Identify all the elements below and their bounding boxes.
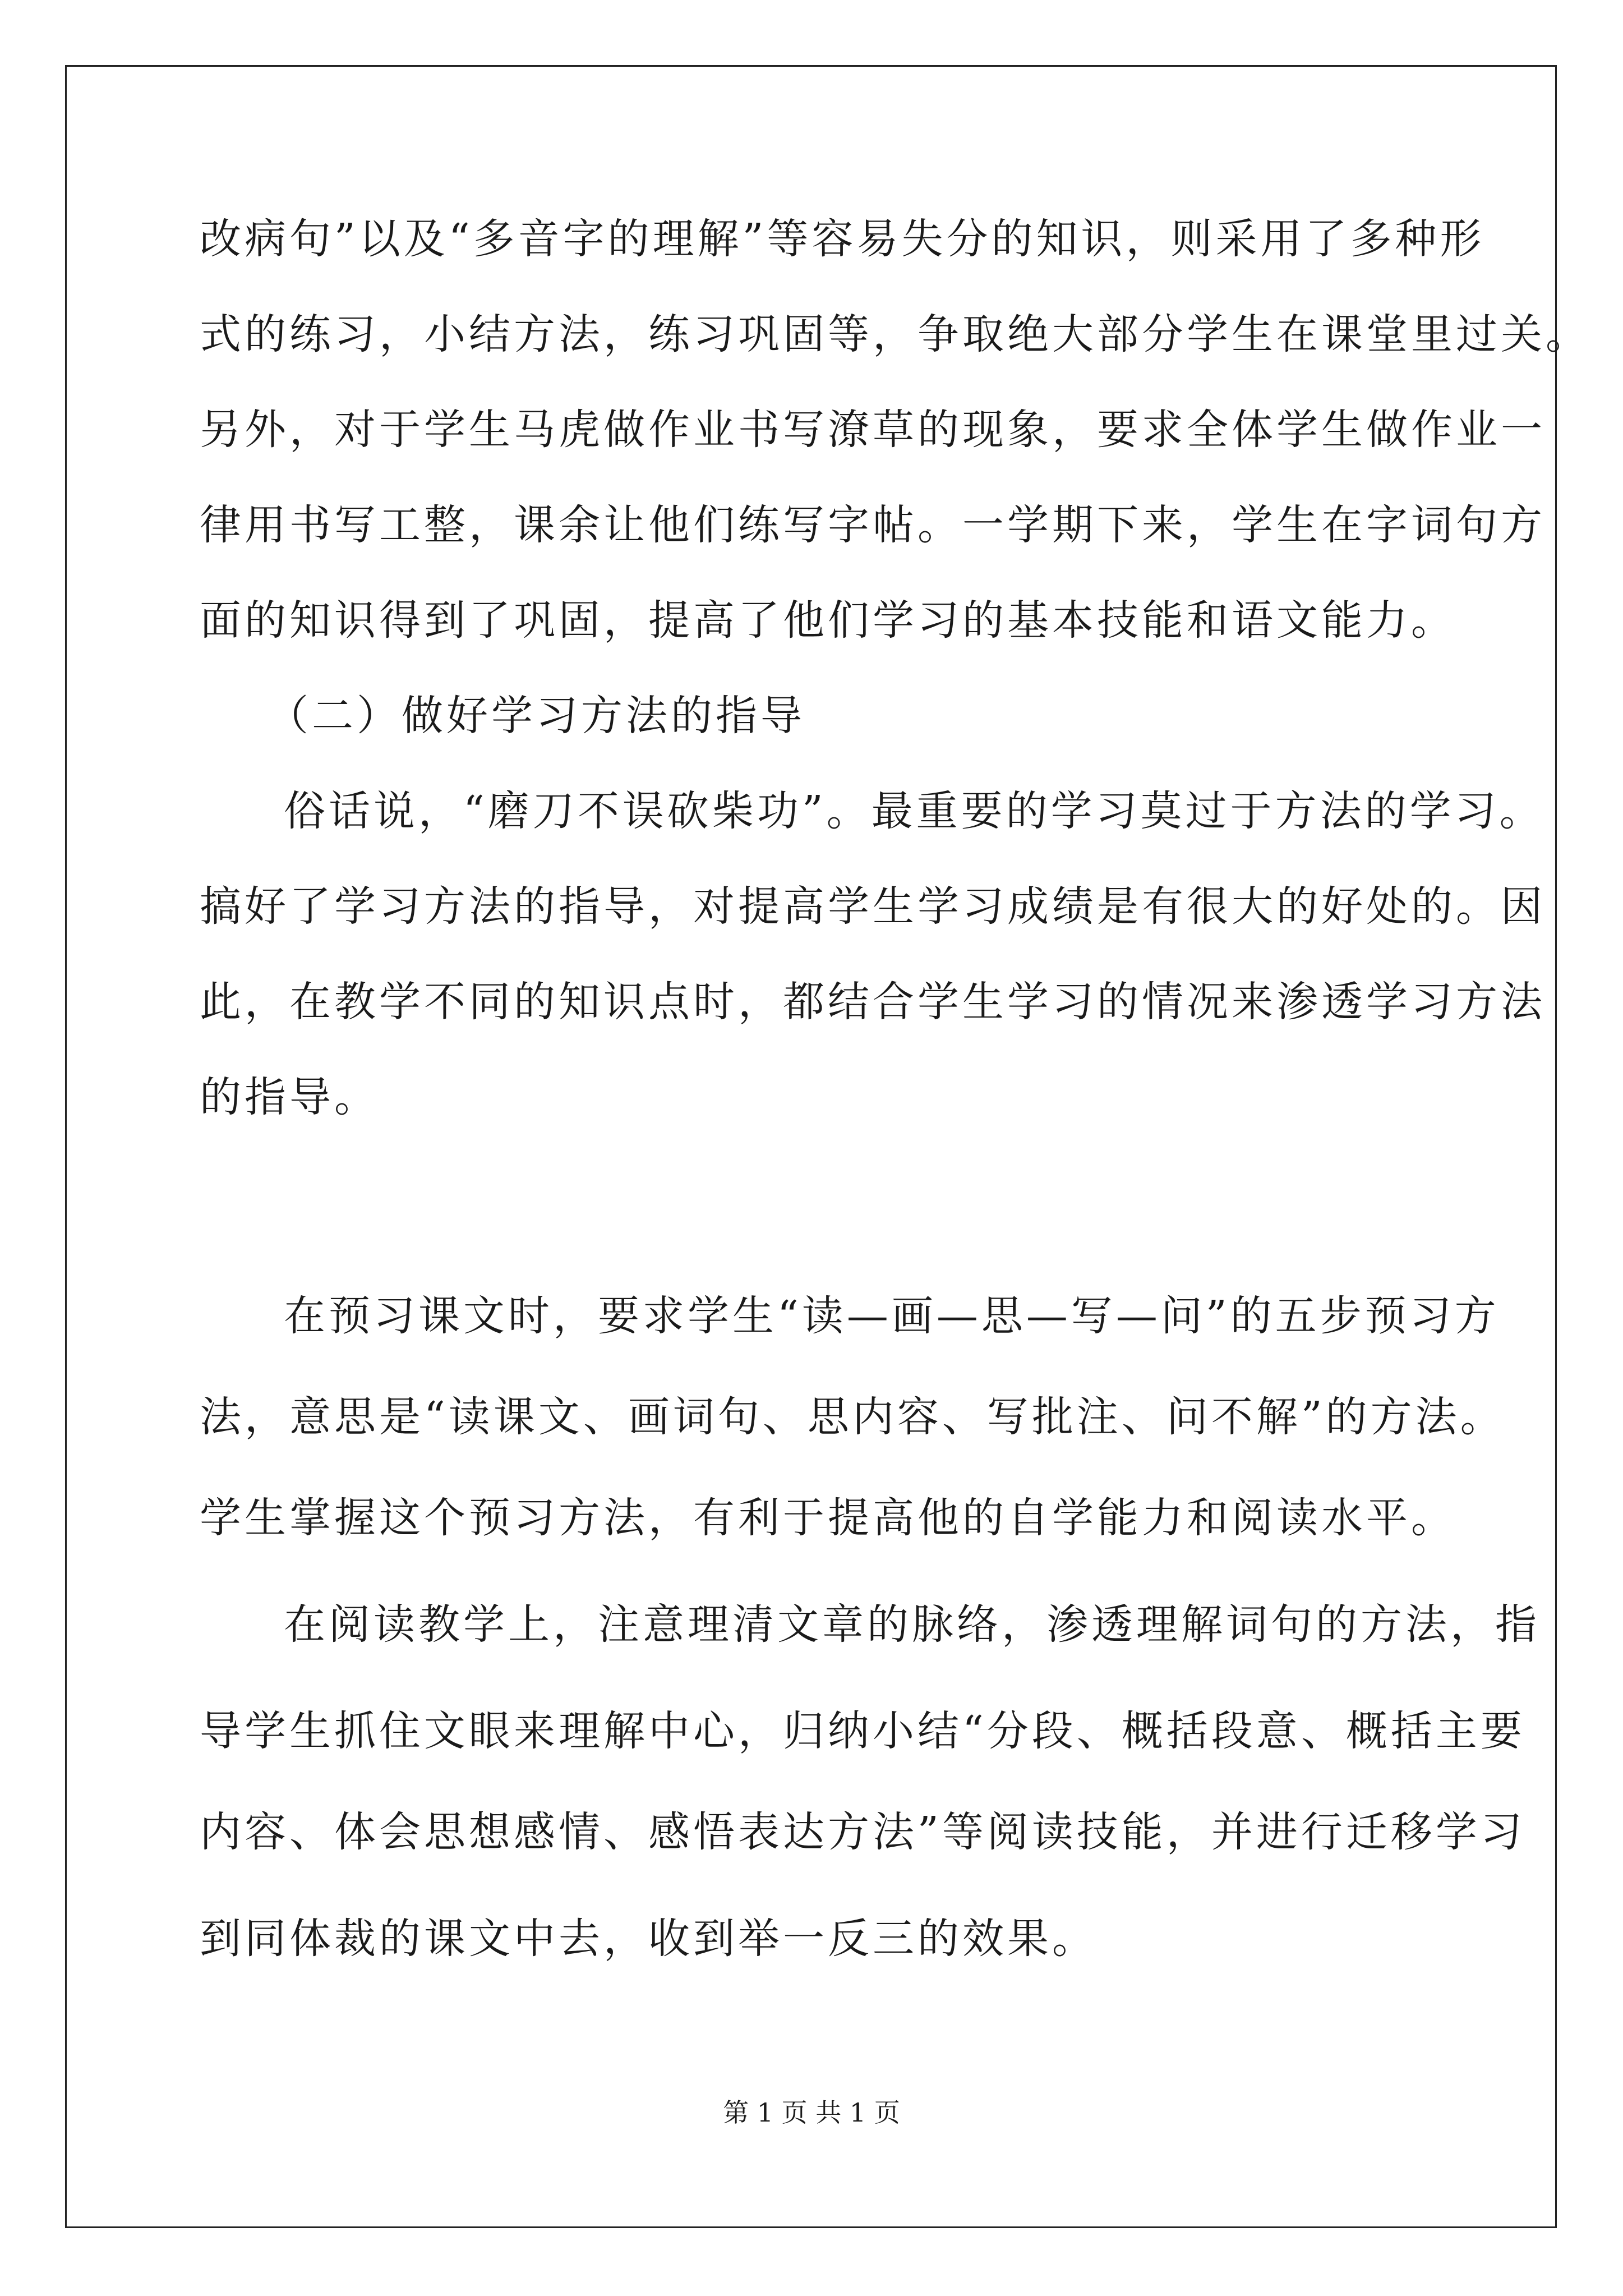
body-line: 的指导。	[200, 1073, 379, 1121]
body-line: 法，意思是“读课文、画词句、思内容、写批注、问不解”的方法。	[200, 1393, 1505, 1441]
body-line: 到同体裁的课文中去，收到举一反三的效果。	[200, 1915, 1097, 1963]
body-line: 在阅读教学上，注意理清文章的脉络，渗透理解词句的方法，指	[284, 1600, 1540, 1649]
body-line: 面的知识得到了巩固，提高了他们学习的基本技能和语文能力。	[200, 596, 1456, 645]
body-line: 内容、体会思想感情、感悟表达方法”等阅读技能，并进行迁移学习	[200, 1808, 1525, 1856]
section-heading: （二）做好学习方法的指导	[267, 692, 805, 740]
body-line: 俗话说，“磨刀不误砍柴功”。最重要的学习莫过于方法的学习。	[284, 787, 1544, 835]
body-line: 此，在教学不同的知识点时，都结合学生学习的情况来渗透学习方法	[200, 978, 1546, 1026]
body-line: 改病句”以及“多音字的理解”等容易失分的知识，则采用了多种形	[200, 215, 1485, 263]
page-border	[65, 65, 1557, 2228]
body-line: 搞好了学习方法的指导，对提高学生学习成绩是有很大的好处的。因	[200, 882, 1546, 931]
body-line: 另外，对于学生马虎做作业书写潦草的现象，要求全体学生做作业一	[200, 406, 1546, 454]
page-number-footer: 第 1 页 共 1 页	[723, 2097, 900, 2128]
body-line: 学生掌握这个预习方法，有利于提高他的自学能力和阅读水平。	[200, 1494, 1456, 1542]
body-line: 导学生抓住文眼来理解中心，归纳小结“分段、概括段意、概括主要	[200, 1707, 1525, 1755]
body-line: 在预习课文时，要求学生“读—画—思—写—问”的五步预习方	[284, 1292, 1500, 1340]
body-line: 律用书写工整，课余让他们练写字帖。一学期下来，学生在字词句方	[200, 501, 1546, 549]
body-line: 式的练习，小结方法，练习巩固等，争取绝大部分学生在课堂里过关。	[200, 310, 1590, 358]
